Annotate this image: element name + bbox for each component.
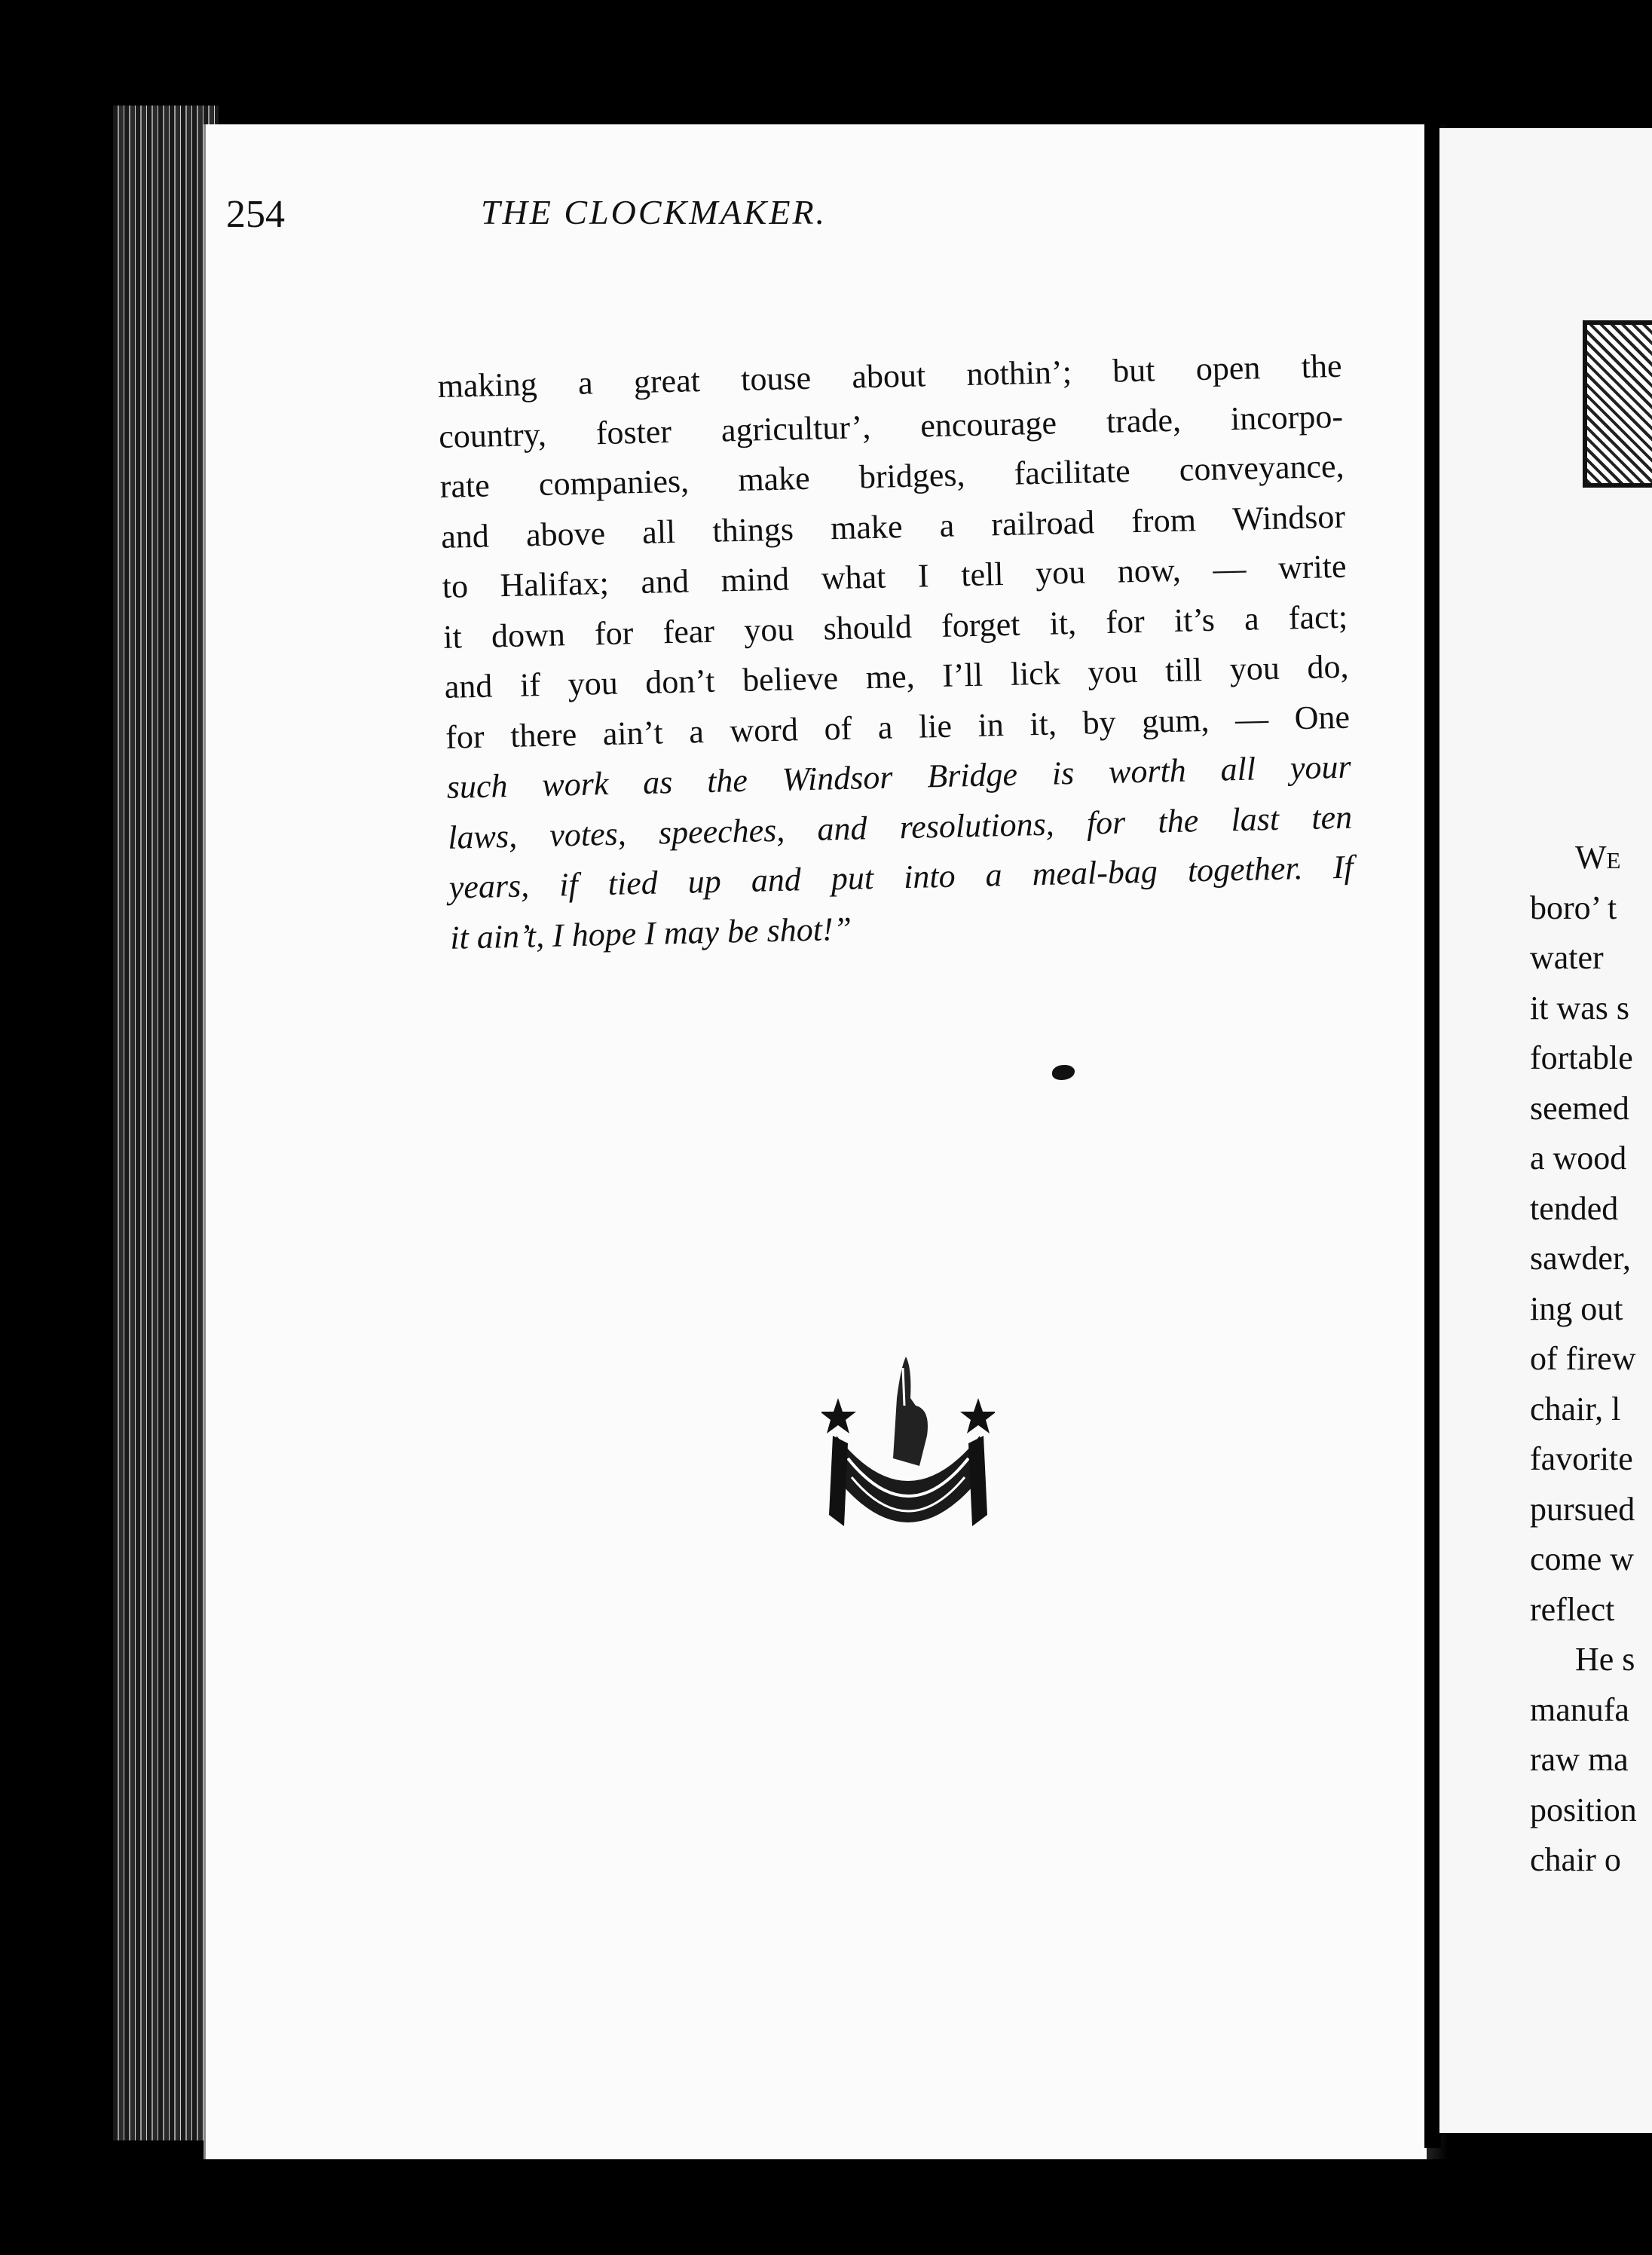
text-line: and if you don’t believe me, I’ll lick you till you do,: [444, 647, 1350, 705]
text-line: country, foster agricultur’, encourage trade, incorpo-: [438, 397, 1344, 455]
page-number: 254: [226, 193, 285, 236]
text-line: of firew: [1530, 1340, 1636, 1377]
text-line: a wood: [1530, 1140, 1627, 1176]
text-line: it was s: [1530, 989, 1629, 1027]
text-line: favorite: [1530, 1440, 1633, 1477]
text-line: chair, l: [1530, 1390, 1621, 1427]
text-line: it down for fear you should forget it, for it’s a fact;: [442, 598, 1348, 656]
text-line: chair o: [1530, 1841, 1621, 1878]
body-text: [437, 341, 1355, 963]
text-line: years, if tied up and put into a meal-bag together. If: [448, 848, 1354, 906]
text-line: rate companies, make bridges, facilitate conveyance,: [439, 447, 1345, 505]
text-line: for there ain’t a word of a lie in it, by gum, — One: [445, 698, 1351, 756]
text-line: raw ma: [1530, 1741, 1629, 1778]
text-line: making a great touse about nothin’; but open the: [437, 347, 1342, 405]
text-line: water: [1530, 939, 1604, 976]
text-line: manufa: [1530, 1690, 1629, 1728]
gutter: [1424, 113, 1441, 2148]
decorative-initial-icon: [1583, 320, 1652, 488]
right-page-text: [1530, 833, 1652, 1886]
text-line: sawder,: [1530, 1240, 1631, 1277]
text-line: reflect: [1530, 1590, 1615, 1628]
pointing-hand-ornament-icon: [821, 1353, 995, 1571]
text-line: it ain’t, I hope I may be shot!”: [449, 910, 852, 956]
text-line: laws, votes, speeches, and resolutions, for the last ten: [447, 798, 1353, 856]
text-line: position: [1530, 1791, 1637, 1828]
text-line: such work as the Windsor Bridge is worth all your: [446, 748, 1352, 806]
text-line: to Halifax; and mind what I tell you now, — write: [442, 547, 1348, 605]
text-line: He s: [1575, 1641, 1635, 1678]
text-line: ing out: [1530, 1290, 1623, 1327]
text-line: pursued: [1530, 1490, 1635, 1528]
text-line: tended: [1530, 1189, 1619, 1227]
running-title: THE CLOCKMAKER.: [481, 193, 828, 231]
text-line: come w: [1530, 1541, 1635, 1577]
text-line: seemed: [1530, 1089, 1629, 1127]
page-edges: [113, 106, 219, 2140]
text-line: We: [1575, 839, 1621, 876]
text-line: boro’ t: [1530, 889, 1617, 926]
text-line: fortable: [1530, 1039, 1633, 1076]
running-head: [226, 192, 1130, 252]
text-line: and above all things make a railroad from Windsor: [440, 497, 1346, 555]
